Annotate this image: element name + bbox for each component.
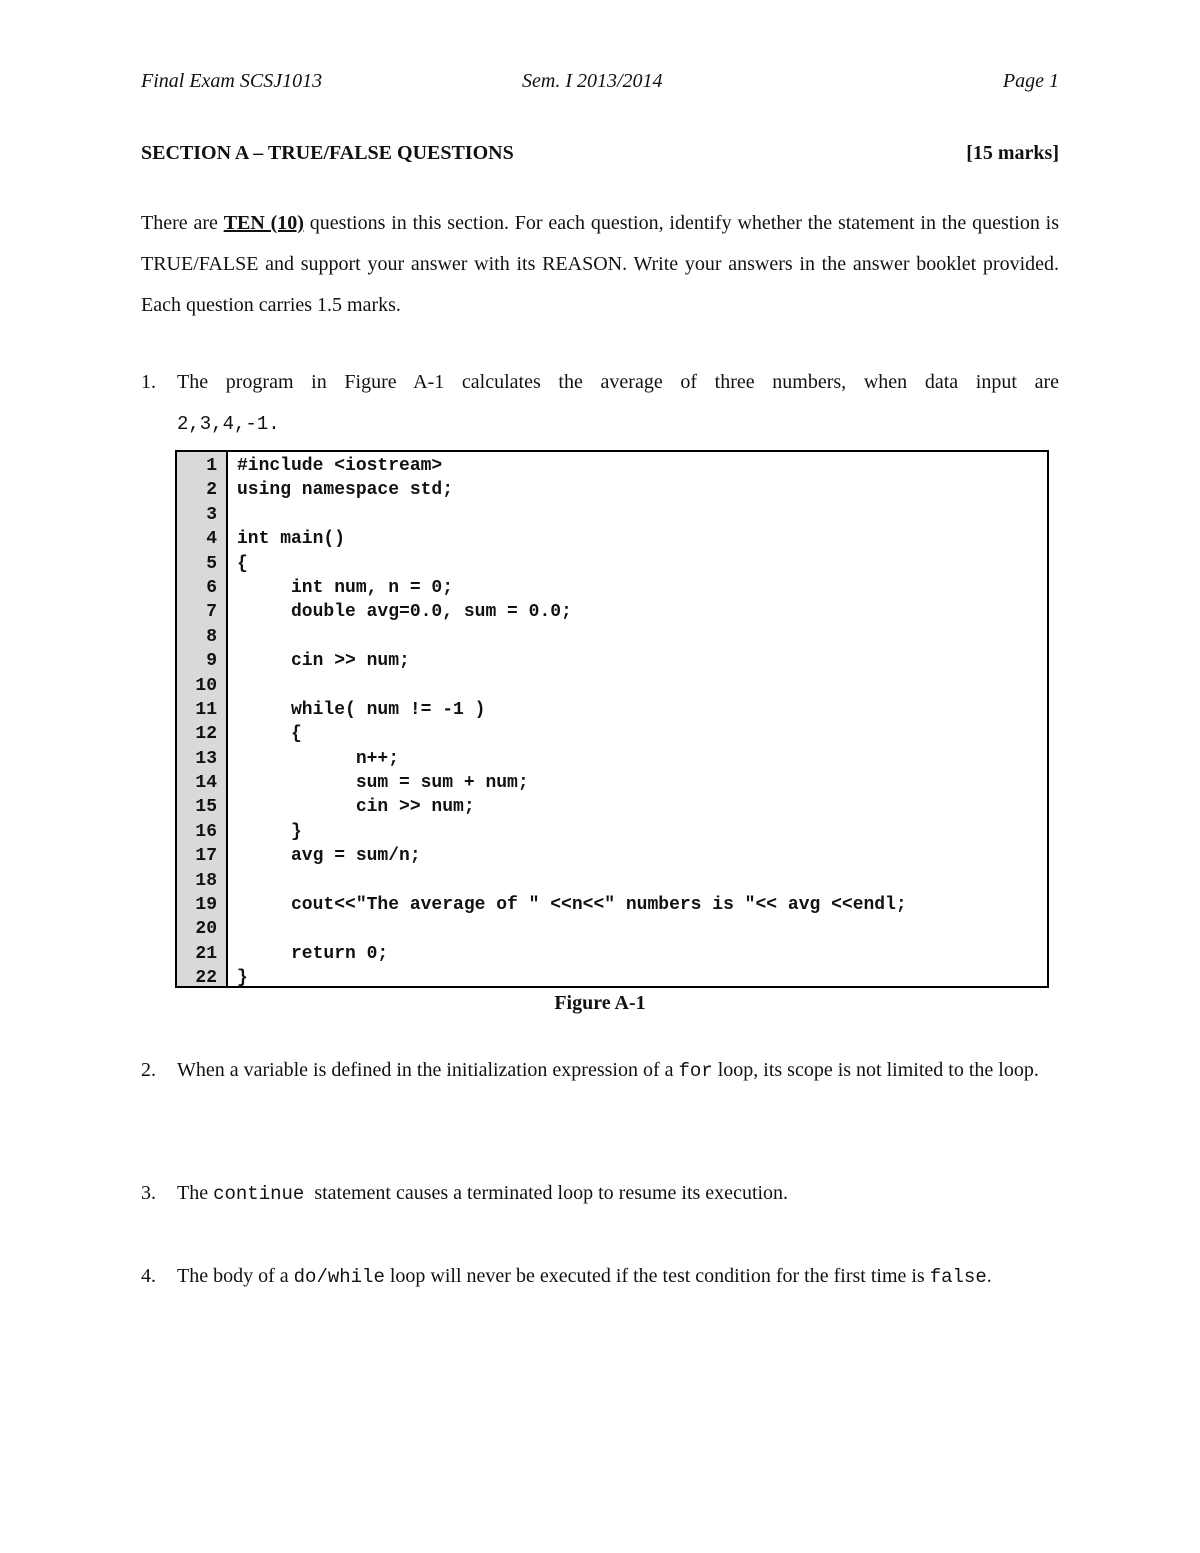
question-number: 2. — [141, 1059, 156, 1081]
code-line: } — [237, 968, 248, 989]
code-line-number: 15 — [195, 797, 217, 818]
code-line-number: 9 — [206, 651, 217, 672]
code-line-number: 11 — [195, 699, 217, 720]
code-line: #include <iostream> — [237, 456, 443, 476]
inline-code-false: false — [929, 1266, 987, 1288]
code-line: using namespace std; — [237, 480, 454, 501]
code-line: avg = sum/n; — [237, 846, 421, 867]
code-column — [228, 452, 1047, 989]
question-text-end: loop, its scope is not limited to the loop. — [712, 1059, 1039, 1081]
code-line — [237, 674, 1047, 698]
section-heading — [141, 142, 1059, 165]
instructions-text-start: There are — [141, 212, 224, 234]
input-values: 2,3,4,-1. — [177, 413, 280, 435]
code-line: int main() — [237, 529, 346, 550]
instructions-text-end: questions in this section. For each question, identify whether the statement in the question is TRUE/FALSE and support your answer with its REASON. Write your answers in the answer booklet provided. Each question carries 1.5 marks. — [141, 212, 1060, 316]
code-line — [237, 917, 1047, 941]
question-number: 4. — [141, 1265, 156, 1287]
section-title: SECTION A – TRUE/FALSE QUESTIONS — [141, 142, 514, 164]
question-text — [177, 1256, 1059, 1298]
code-line: sum = sum + num; — [237, 773, 529, 794]
code-line: { — [237, 553, 248, 574]
code-line: double avg=0.0, sum = 0.0; — [237, 602, 572, 623]
code-line-number: 7 — [206, 602, 217, 623]
code-line-number: 18 — [195, 870, 217, 891]
code-line: cin >> num; — [237, 651, 410, 672]
code-line: return 0; — [237, 943, 389, 964]
code-line-number: 19 — [195, 895, 217, 916]
page-header — [141, 70, 1059, 100]
question-text — [177, 1050, 1059, 1092]
question-number: 1. — [141, 371, 156, 393]
code-line-number: 8 — [206, 626, 217, 647]
question-text-end: . — [986, 1265, 992, 1287]
figure-caption: Figure A-1 — [554, 992, 646, 1014]
code-line-number: 4 — [206, 529, 217, 550]
question-text-start: The — [177, 1182, 214, 1204]
code-line-number: 13 — [195, 748, 217, 769]
semester: Sem. I 2013/2014 — [522, 70, 663, 92]
question-text-start: When a variable is defined in the initialization expression of a — [177, 1059, 679, 1081]
question-text-start: The body of a — [177, 1265, 294, 1287]
code-line: n++; — [237, 748, 400, 769]
section-marks: [15 marks] — [966, 142, 1059, 164]
code-line-number: 1 — [206, 456, 217, 476]
code-line-number: 12 — [195, 724, 217, 745]
question-text — [177, 1173, 1059, 1215]
page-number: Page 1 — [1002, 70, 1059, 92]
code-line: { — [237, 724, 302, 745]
code-line-number: 22 — [195, 968, 217, 989]
question-text-middle: loop will never be executed if the test condition for the first time is — [384, 1265, 930, 1287]
code-line: while( num != -1 ) — [237, 699, 486, 720]
code-line-number: 17 — [195, 846, 217, 867]
code-line-number: 16 — [195, 821, 217, 842]
exam-title: Final Exam SCSJ1013 — [141, 70, 323, 92]
question-3 — [141, 1173, 1059, 1215]
question-count: TEN (10) — [223, 212, 304, 234]
code-line: cin >> num; — [237, 797, 475, 818]
line-number-column — [177, 452, 228, 989]
inline-code: continue — [213, 1183, 305, 1205]
code-line — [237, 625, 1047, 649]
code-line-number: 10 — [195, 675, 217, 696]
inline-code: do/while — [293, 1266, 385, 1288]
code-line: } — [237, 821, 302, 842]
question-1 — [141, 362, 1059, 445]
code-line-number: 20 — [195, 919, 217, 940]
code-line-number: 3 — [206, 504, 217, 525]
code-line: int num, n = 0; — [237, 577, 454, 598]
code-line-number: 6 — [206, 577, 217, 598]
code-line-number: 2 — [206, 480, 217, 501]
question-2 — [141, 1050, 1059, 1092]
question-4 — [141, 1256, 1059, 1298]
question-text: The program in Figure A-1 calculates the average of three numbers, when data input are — [177, 371, 1059, 393]
instructions-paragraph — [141, 203, 1059, 326]
code-line-number: 21 — [195, 943, 217, 964]
code-line: cout<<"The average of " <<n<<" numbers is "<< avg <<endl; — [237, 895, 907, 916]
code-line-number: 14 — [195, 773, 217, 794]
code-line-number: 5 — [206, 553, 217, 574]
question-text-end: statement causes a terminated loop to resume its execution. — [304, 1182, 789, 1204]
code-line — [237, 503, 1047, 527]
code-line — [237, 869, 1047, 893]
question-number: 3. — [141, 1182, 156, 1204]
inline-code: for — [678, 1060, 713, 1082]
code-listing — [175, 450, 1049, 988]
